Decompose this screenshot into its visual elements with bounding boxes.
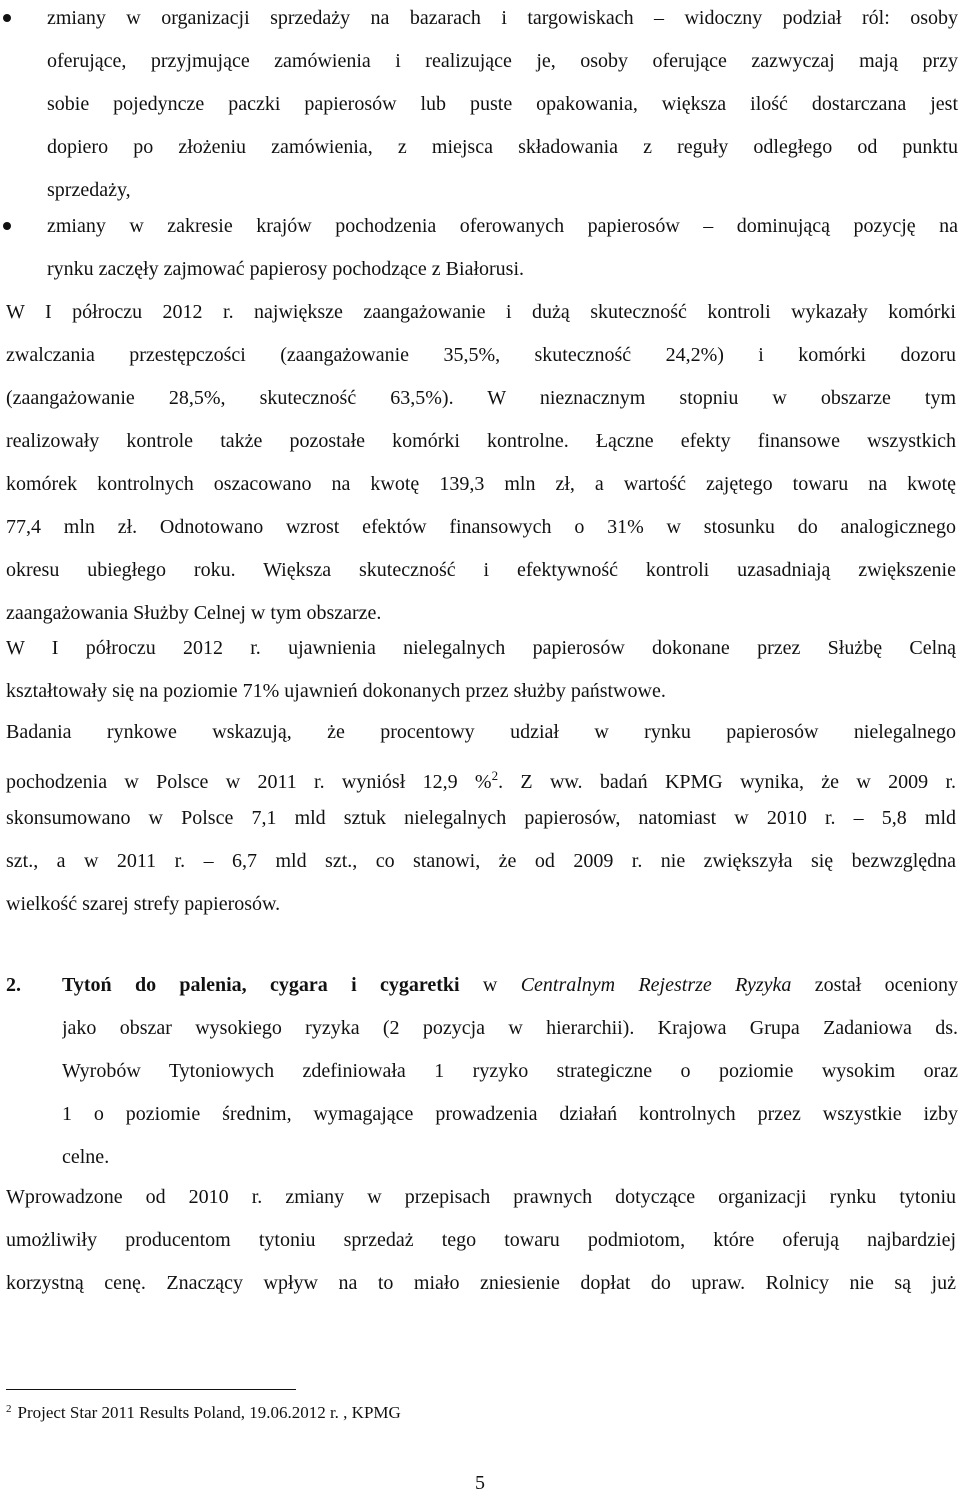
text-line: zmiany w zakresie krajów pochodzenia oferowanych papierosów – dominującą pozycję na xyxy=(47,215,958,237)
text-line: zaangażowania Służby Celnej w tym obszarze. xyxy=(6,602,382,624)
footnote-reference: 2 xyxy=(491,768,499,783)
text-line: Wprowadzone od 2010 r. zmiany w przepisach prawnych dotyczące organizacji rynku tytoniu xyxy=(6,1186,956,1208)
text-line: sobie pojedyncze paczki papierosów lub puste opakowania, większa ilość dostarczana jest xyxy=(47,93,958,115)
footnote-separator xyxy=(6,1389,296,1390)
text-fragment: został oceniony xyxy=(791,974,958,996)
text-line: W I półroczu 2012 r. największe zaangażowanie i dużą skuteczność kontroli wykazały komórki xyxy=(6,301,956,323)
text-line: zwalczania przestępczości (zaangażowanie 35,5%, skuteczność 24,2%) i komórki dozoru xyxy=(6,344,956,366)
section-body xyxy=(62,964,958,1179)
paragraph xyxy=(6,627,956,713)
text-line: dopiero po złożeniu zamówienia, z miejsca składowania z reguły odległego od punktu xyxy=(47,136,958,158)
text-line: jako obszar wysokiego ryzyka (2 pozycja w hierarchii). Krajowa Grupa Zadaniowa ds. xyxy=(62,1017,958,1039)
text-line: rynku zaczęły zajmować papierosy pochodzące z Białorusi. xyxy=(47,258,525,280)
registry-name: Centralnym Rejestrze Ryzyka xyxy=(520,974,792,996)
text-line: kształtowały się na poziomie 71% ujawnień dokonanych przez służby państwowe. xyxy=(6,680,666,702)
text-line: 77,4 mln zł. Odnotowano wzrost efektów finansowych o 31% w stosunku do analogicznego xyxy=(6,516,956,538)
paragraph xyxy=(6,291,956,635)
text-line xyxy=(62,964,958,1007)
footnote xyxy=(6,1403,401,1423)
page-number: 5 xyxy=(475,1472,485,1494)
text-line: realizowały kontrole także pozostałe komórki kontrolne. Łączne efekty finansowe wszystkich xyxy=(6,430,956,452)
numbered-section xyxy=(6,964,958,1179)
text-line: komórek kontrolnych oszacowano na kwotę 139,3 mln zł, a wartość zajętego towaru na kwotę xyxy=(6,473,956,495)
text-line: Badania rynkowe wskazują, że procentowy udział w rynku papierosów nielegalnego xyxy=(6,721,956,743)
text-line: Wyrobów Tytoniowych zdefiniowała 1 ryzyko strategiczne o poziomie wysokim oraz xyxy=(62,1060,958,1082)
text-fragment: . Z ww. badań KPMG wynika, że w 2009 r. xyxy=(498,771,956,793)
text-line: skonsumowano w Polsce 7,1 mld sztuk nielegalnych papierosów, natomiast w 2010 r. – 5,8 mld xyxy=(6,807,956,829)
text-line: (zaangażowanie 28,5%, skuteczność 63,5%). W nieznacznym stopniu w obszarze tym xyxy=(6,387,956,409)
text-fragment: w xyxy=(459,974,521,996)
section-number: 2. xyxy=(6,974,21,996)
footnote-text: Project Star 2011 Results Poland, 19.06.2012 r. , KPMG xyxy=(17,1403,401,1422)
text-line: W I półroczu 2012 r. ujawnienia nielegalnych papierosów dokonane przez Służbę Celną xyxy=(6,637,956,659)
list-item xyxy=(47,0,958,212)
bullet-icon xyxy=(3,222,11,230)
text-line: korzystną cenę. Znaczący wpływ na to miało zniesienie dopłat do upraw. Rolnicy nie są już xyxy=(6,1272,956,1294)
paragraph xyxy=(6,1176,956,1305)
text-line: okresu ubiegłego roku. Większa skuteczność i efektywność kontroli uzasadniają zwiększenie xyxy=(6,559,956,581)
text-fragment: pochodzenia w Polsce w 2011 r. wyniósł 12,9 % xyxy=(6,771,492,793)
text-line: celne. xyxy=(62,1146,110,1168)
text-line: wielkość szarej strefy papierosów. xyxy=(6,893,281,915)
text-line: sprzedaży, xyxy=(47,179,131,201)
text-line xyxy=(6,754,956,797)
section-title: Tytoń do palenia, cygara i cygaretki xyxy=(62,974,460,996)
text-line: umożliwiły producentom tytoniu sprzedaż tego towaru podmiotom, które oferują najbardziej xyxy=(6,1229,956,1251)
text-line: 1 o poziomie średnim, wymagające prowadzenia działań kontrolnych przez wszystkie izby xyxy=(62,1103,958,1125)
list-item xyxy=(47,205,958,291)
text-line: oferujące, przyjmujące zamówienia i realizujące je, osoby oferujące zazwyczaj mają przy xyxy=(47,50,958,72)
text-line: zmiany w organizacji sprzedaży na bazarach i targowiskach – widoczny podział ról: osoby xyxy=(47,7,958,29)
paragraph xyxy=(6,711,956,926)
footnote-marker: 2 xyxy=(6,1403,12,1415)
text-line: szt., a w 2011 r. – 6,7 mld szt., co stanowi, że od 2009 r. nie zwiększyła się bezwzględna xyxy=(6,850,956,872)
bullet-icon xyxy=(3,14,11,22)
